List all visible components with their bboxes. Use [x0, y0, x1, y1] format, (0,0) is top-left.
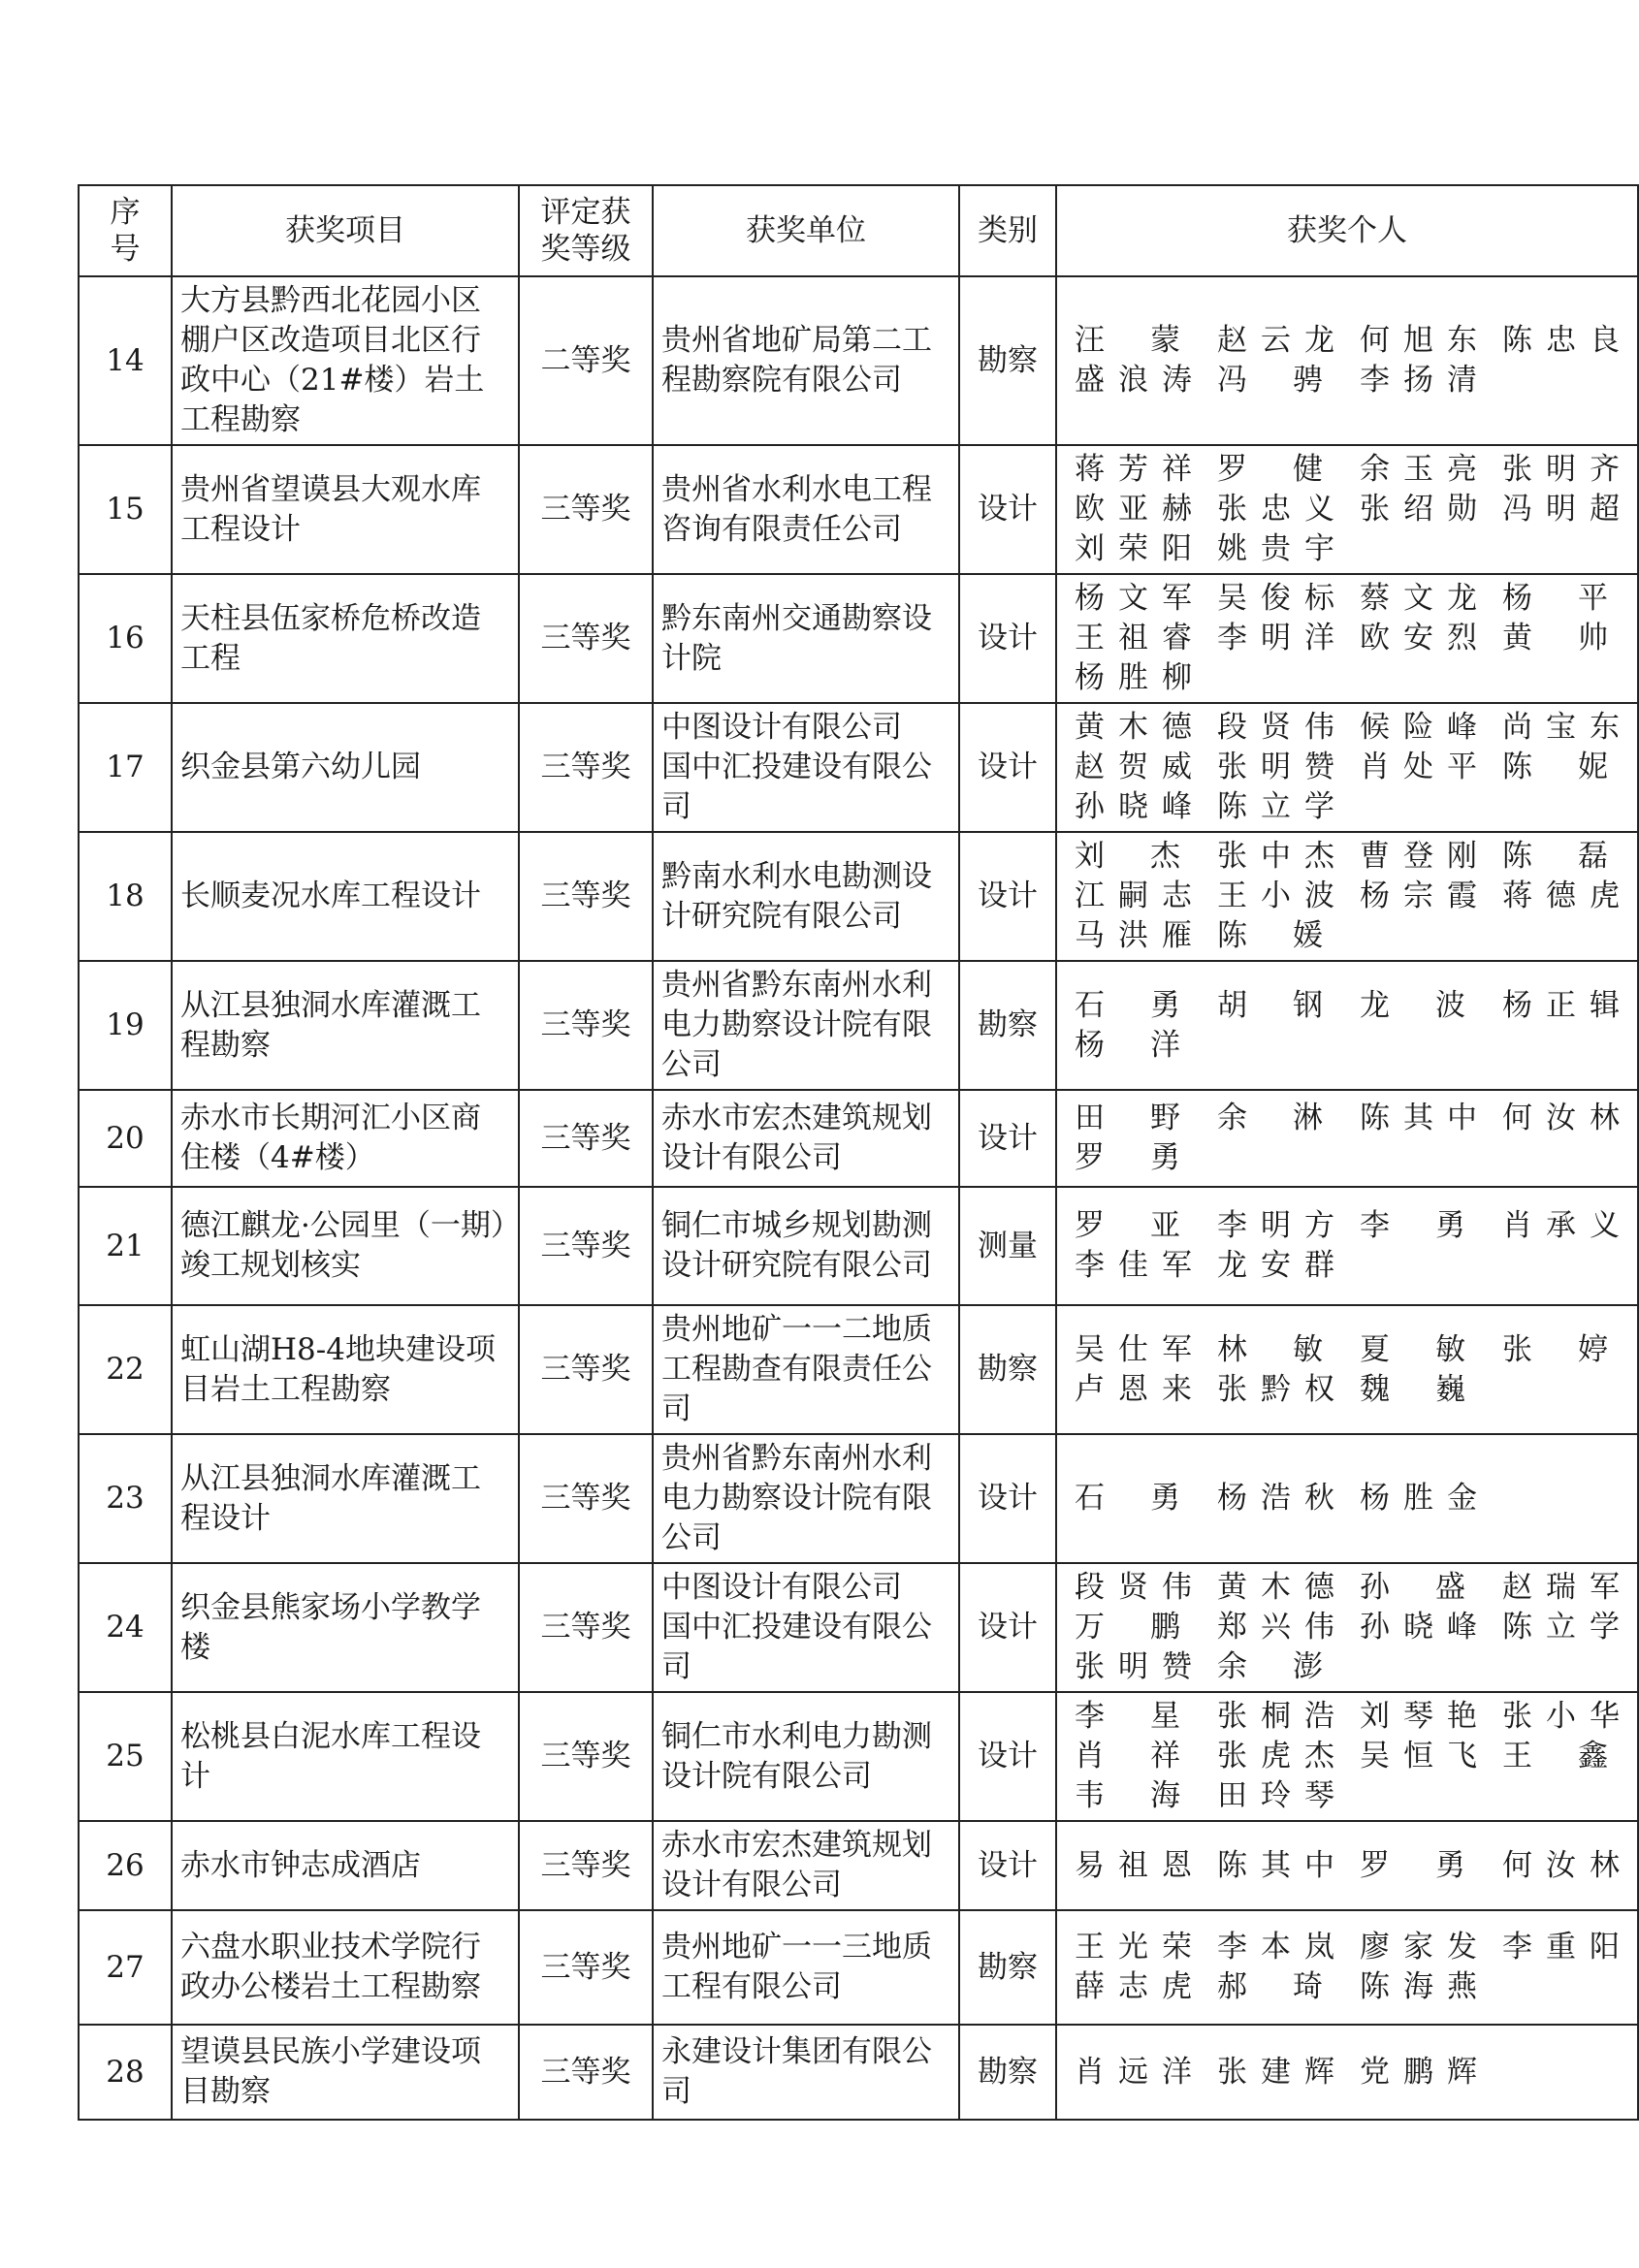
table-row: [79, 1090, 1638, 1187]
person-name: 吴恒飞: [1360, 1739, 1477, 1773]
person-name: 蒋芳祥: [1075, 452, 1192, 487]
cell-project: 长顺麦况水库工程设计: [172, 832, 519, 961]
people-list: [1065, 1846, 1629, 1886]
cell-seq: 18: [79, 832, 172, 961]
person-name: 余淋: [1217, 1101, 1323, 1135]
cell-seq: 16: [79, 574, 172, 703]
person-name: 肖处平: [1360, 750, 1477, 784]
person-name: 黄木德: [1075, 710, 1192, 745]
cell-level: 三等奖: [519, 703, 653, 832]
person-name: 吴俊标: [1217, 581, 1334, 616]
person-name: 汪蒙: [1075, 323, 1180, 358]
header-people: 获奖个人: [1056, 185, 1638, 276]
cell-level: 三等奖: [519, 445, 653, 574]
cell-category: 测量: [959, 1187, 1056, 1305]
person-name: 张忠义: [1217, 492, 1334, 527]
cell-seq: 27: [79, 1910, 172, 2025]
person-name: 韦海: [1075, 1778, 1180, 1813]
cell-category: 勘察: [959, 1305, 1056, 1434]
cell-project: 德江麒龙·公园里（一期）竣工规划核实: [172, 1187, 519, 1305]
person-name: 卢恩来: [1075, 1371, 1192, 1407]
person-name: 马洪雁: [1075, 918, 1192, 953]
cell-project: 大方县黔西北花园小区棚户区改造项目北区行政中心（21#楼）岩土工程勘察: [172, 276, 519, 445]
person-name: 林敏: [1217, 1331, 1323, 1367]
cell-unit: [653, 574, 959, 703]
person-name: 余澎: [1217, 1649, 1323, 1684]
people-list: [1065, 1099, 1629, 1178]
cell-people: [1056, 1434, 1638, 1563]
cell-project: 从江县独洞水库灌溉工程勘察: [172, 961, 519, 1090]
cell-unit-line: 铜仁市水利电力勘测设计院有限公司: [661, 1718, 932, 1794]
cell-people: [1056, 1692, 1638, 1821]
person-name: 陈妮: [1502, 750, 1608, 784]
cell-seq: 24: [79, 1563, 172, 1692]
table-row: [79, 2025, 1638, 2120]
cell-seq: 17: [79, 703, 172, 832]
cell-unit: [653, 1305, 959, 1434]
cell-seq: 20: [79, 1090, 172, 1187]
cell-people: [1056, 1910, 1638, 2025]
cell-unit-line: 永建设计集团有限公司: [661, 2034, 932, 2109]
cell-seq: 21: [79, 1187, 172, 1305]
cell-unit: [653, 1692, 959, 1821]
person-name: 张小华: [1502, 1699, 1620, 1734]
cell-project: 从江县独洞水库灌溉工程设计: [172, 1434, 519, 1563]
cell-level: 三等奖: [519, 832, 653, 961]
person-name: 廖家发: [1360, 1930, 1477, 1965]
person-name: 冯明超: [1502, 492, 1620, 527]
person-name: 候险峰: [1360, 710, 1477, 745]
cell-project: 织金县第六幼儿园: [172, 703, 519, 832]
cell-category: 设计: [959, 1434, 1056, 1563]
cell-unit: [653, 1821, 959, 1910]
person-name: 刘杰: [1075, 839, 1180, 874]
cell-seq: 14: [79, 276, 172, 445]
table-body: [79, 276, 1638, 2120]
person-name: 夏敏: [1360, 1331, 1465, 1367]
table-row: [79, 1821, 1638, 1910]
person-name: 盛浪涛: [1075, 363, 1192, 398]
cell-level: 三等奖: [519, 1563, 653, 1692]
cell-project: 天柱县伍家桥危桥改造工程: [172, 574, 519, 703]
cell-people: [1056, 703, 1638, 832]
cell-people: [1056, 2025, 1638, 2120]
header-seq: [79, 185, 172, 276]
person-name: 罗勇: [1075, 1140, 1180, 1175]
person-name: 欧安烈: [1360, 621, 1477, 655]
person-name: 张明赞: [1217, 750, 1334, 784]
person-name: 李扬清: [1360, 363, 1477, 398]
cell-unit: [653, 2025, 959, 2120]
header-level-line: 奖等级: [540, 232, 631, 267]
person-name: 张婷: [1502, 1331, 1608, 1367]
person-name: 杨胜金: [1360, 1481, 1477, 1516]
person-name: 姚贵宇: [1217, 531, 1334, 566]
person-name: 万鹏: [1075, 1610, 1180, 1645]
cell-level: 三等奖: [519, 574, 653, 703]
cell-people: [1056, 1305, 1638, 1434]
cell-unit: [653, 1434, 959, 1563]
person-name: 冯骋: [1217, 363, 1323, 398]
person-name: 田野: [1075, 1101, 1180, 1135]
person-name: 李星: [1075, 1699, 1180, 1734]
person-name: 党鹏辉: [1360, 2054, 1477, 2090]
cell-unit: [653, 1910, 959, 2025]
header-category: 类别: [959, 185, 1056, 276]
person-name: 王小波: [1217, 878, 1334, 913]
cell-people: [1056, 1821, 1638, 1910]
person-name: 张桐浩: [1217, 1699, 1334, 1734]
person-name: 吴仕军: [1075, 1331, 1192, 1367]
person-name: 欧亚赫: [1075, 492, 1192, 527]
person-name: 肖远洋: [1075, 2054, 1192, 2090]
cell-people: [1056, 1563, 1638, 1692]
person-name: 罗健: [1217, 452, 1323, 487]
cell-category: 设计: [959, 1563, 1056, 1692]
person-name: 段贤伟: [1075, 1570, 1192, 1605]
table-row: [79, 574, 1638, 703]
table-header-row: [79, 185, 1638, 276]
person-name: 孙晓峰: [1075, 789, 1192, 824]
cell-category: 设计: [959, 1821, 1056, 1910]
table-row: [79, 703, 1638, 832]
cell-unit: [653, 445, 959, 574]
cell-people: [1056, 445, 1638, 574]
person-name: 杨胜柳: [1075, 660, 1192, 695]
people-list: [1065, 1568, 1629, 1687]
cell-category: 勘察: [959, 961, 1056, 1090]
cell-unit-line: 贵州省水利水电工程咨询有限责任公司: [661, 471, 932, 547]
cell-unit-line: 铜仁市城乡规划勘测设计研究院有限公司: [661, 1208, 932, 1283]
person-name: 肖承义: [1502, 1208, 1620, 1243]
cell-unit-line: 黔东南州交通勘察设计院: [661, 600, 932, 676]
person-name: 薛志虎: [1075, 1969, 1192, 2004]
person-name: 田玲琴: [1217, 1778, 1334, 1813]
cell-category: 勘察: [959, 2025, 1056, 2120]
person-name: 杨宗霞: [1360, 878, 1477, 913]
person-name: 段贤伟: [1217, 710, 1334, 745]
person-name: 李明洋: [1217, 621, 1334, 655]
cell-seq: 19: [79, 961, 172, 1090]
cell-unit-line: 赤水市宏杰建筑规划设计有限公司: [661, 1101, 932, 1175]
cell-people: [1056, 961, 1638, 1090]
cell-unit-line: 贵州地矿一一三地质工程有限公司: [661, 1930, 932, 2004]
table-row: [79, 1563, 1638, 1692]
person-name: 张中杰: [1217, 839, 1334, 874]
person-name: 尚宝东: [1502, 710, 1620, 745]
person-name: 张虎杰: [1217, 1739, 1334, 1773]
person-name: 龙安群: [1217, 1248, 1334, 1283]
cell-unit: [653, 832, 959, 961]
table-row: [79, 961, 1638, 1090]
person-name: 陈磊: [1502, 839, 1608, 874]
person-name: 王光荣: [1075, 1930, 1192, 1965]
person-name: 黄木德: [1217, 1570, 1334, 1605]
people-list: [1065, 708, 1629, 827]
cell-unit-line: 贵州地矿一一二地质工程勘查有限责任公司: [661, 1312, 932, 1426]
cell-project: 虹山湖H8-4地块建设项目岩土工程勘察: [172, 1305, 519, 1434]
people-list: [1065, 1206, 1629, 1286]
table-row: [79, 276, 1638, 445]
person-name: 陈忠良: [1502, 323, 1620, 358]
person-name: 张明赞: [1075, 1649, 1192, 1684]
header-level: [519, 185, 653, 276]
table-row: [79, 445, 1638, 574]
people-list: [1065, 321, 1629, 400]
person-name: 易祖恩: [1075, 1847, 1192, 1883]
person-name: 龙波: [1360, 987, 1465, 1023]
person-name: 王祖睿: [1075, 621, 1192, 655]
person-name: 余玉亮: [1360, 452, 1477, 487]
person-name: 何旭东: [1360, 323, 1477, 358]
person-name: 张绍勋: [1360, 492, 1477, 527]
cell-people: [1056, 832, 1638, 961]
cell-category: 勘察: [959, 1910, 1056, 2025]
person-name: 何汝林: [1502, 1101, 1620, 1135]
people-list: [1065, 1697, 1629, 1816]
cell-level: 三等奖: [519, 1187, 653, 1305]
cell-unit: [653, 703, 959, 832]
person-name: 王鑫: [1502, 1739, 1608, 1773]
cell-level: 三等奖: [519, 1090, 653, 1187]
cell-category: 勘察: [959, 276, 1056, 445]
table-row: [79, 1910, 1638, 2025]
cell-project: 松桃县白泥水库工程设计: [172, 1692, 519, 1821]
person-name: 张明齐: [1502, 452, 1620, 487]
table-row: [79, 1434, 1638, 1563]
person-name: 曹登刚: [1360, 839, 1477, 874]
cell-unit-line: 贵州省地矿局第二工程勘察院有限公司: [661, 323, 932, 398]
header-level-line: 评定获: [540, 195, 631, 230]
person-name: 李重阳: [1502, 1930, 1620, 1965]
people-list: [1065, 1928, 1629, 2007]
cell-project: 贵州省望谟县大观水库工程设计: [172, 445, 519, 574]
person-name: 肖祥: [1075, 1739, 1180, 1773]
person-name: 李明方: [1217, 1208, 1334, 1243]
person-name: 李本岚: [1217, 1930, 1334, 1965]
people-list: [1065, 837, 1629, 956]
cell-unit-line: 中图设计有限公司: [661, 710, 902, 745]
person-name: 杨文军: [1075, 581, 1192, 616]
cell-project: 赤水市长期河汇小区商住楼（4#楼）: [172, 1090, 519, 1187]
cell-level: 三等奖: [519, 1692, 653, 1821]
cell-people: [1056, 574, 1638, 703]
cell-category: 设计: [959, 832, 1056, 961]
people-list: [1065, 579, 1629, 698]
person-name: 郑兴伟: [1217, 1610, 1334, 1645]
person-name: 江嗣志: [1075, 878, 1192, 913]
person-name: 石勇: [1075, 987, 1180, 1023]
awards-table: [78, 184, 1639, 2121]
person-name: 陈媛: [1217, 918, 1323, 953]
table-row: [79, 832, 1638, 961]
people-list: [1065, 1330, 1629, 1410]
cell-seq: 23: [79, 1434, 172, 1563]
person-name: 杨浩秋: [1217, 1481, 1334, 1516]
person-name: 赵瑞军: [1502, 1570, 1620, 1605]
cell-unit-line: 国中汇投建设有限公司: [661, 1610, 932, 1684]
people-list: [1065, 986, 1629, 1066]
person-name: 杨洋: [1075, 1027, 1180, 1063]
cell-level: 二等奖: [519, 276, 653, 445]
person-name: 孙晓峰: [1360, 1610, 1477, 1645]
table-row: [79, 1305, 1638, 1434]
person-name: 赵贺威: [1075, 750, 1192, 784]
cell-category: 设计: [959, 445, 1056, 574]
cell-level: 三等奖: [519, 961, 653, 1090]
cell-level: 三等奖: [519, 1910, 653, 2025]
cell-level: 三等奖: [519, 2025, 653, 2120]
person-name: 何汝林: [1502, 1847, 1620, 1883]
table-row: [79, 1692, 1638, 1821]
cell-project: 望谟县民族小学建设项目勘察: [172, 2025, 519, 2120]
header-seq-line: 号: [110, 232, 141, 267]
cell-unit-line: 中图设计有限公司: [661, 1570, 902, 1605]
person-name: 陈海燕: [1360, 1969, 1477, 2004]
person-name: 陈其中: [1217, 1847, 1334, 1883]
person-name: 孙盛: [1360, 1570, 1465, 1605]
cell-category: 设计: [959, 703, 1056, 832]
person-name: 郝琦: [1217, 1969, 1323, 2004]
person-name: 李勇: [1360, 1208, 1465, 1243]
person-name: 蒋德虎: [1502, 878, 1620, 913]
person-name: 陈立学: [1217, 789, 1334, 824]
cell-unit-line: 国中汇投建设有限公司: [661, 750, 932, 824]
header-seq-line: 序: [110, 195, 141, 230]
cell-people: [1056, 1090, 1638, 1187]
person-name: 赵云龙: [1217, 323, 1334, 358]
cell-unit-line: 黔南水利水电勘测设计研究院有限公司: [661, 858, 932, 934]
cell-project: 六盘水职业技术学院行政办公楼岩土工程勘察: [172, 1910, 519, 2025]
cell-level: 三等奖: [519, 1305, 653, 1434]
person-name: 陈立学: [1502, 1610, 1620, 1645]
cell-people: [1056, 276, 1638, 445]
cell-unit: [653, 276, 959, 445]
person-name: 罗勇: [1360, 1847, 1465, 1883]
cell-project: 赤水市钟志成酒店: [172, 1821, 519, 1910]
person-name: 李佳军: [1075, 1248, 1192, 1283]
cell-seq: 15: [79, 445, 172, 574]
cell-seq: 28: [79, 2025, 172, 2120]
cell-people: [1056, 1187, 1638, 1305]
person-name: 刘荣阳: [1075, 531, 1192, 566]
person-name: 石勇: [1075, 1481, 1180, 1516]
person-name: 黄帅: [1502, 621, 1608, 655]
person-name: 罗亚: [1075, 1208, 1180, 1243]
cell-unit: [653, 1563, 959, 1692]
person-name: 蔡文龙: [1360, 581, 1477, 616]
person-name: 刘琴艳: [1360, 1699, 1477, 1734]
cell-unit: [653, 961, 959, 1090]
cell-unit-line: 贵州省黔东南州水利电力勘察设计院有限公司: [661, 1441, 932, 1555]
cell-unit-line: 赤水市宏杰建筑规划设计有限公司: [661, 1828, 932, 1902]
table-row: [79, 1187, 1638, 1305]
cell-unit: [653, 1090, 959, 1187]
cell-category: 设计: [959, 1692, 1056, 1821]
cell-seq: 25: [79, 1692, 172, 1821]
cell-seq: 22: [79, 1305, 172, 1434]
person-name: 陈其中: [1360, 1101, 1477, 1135]
cell-unit: [653, 1187, 959, 1305]
cell-project: 织金县熊家场小学教学楼: [172, 1563, 519, 1692]
cell-level: 三等奖: [519, 1821, 653, 1910]
people-list: [1065, 450, 1629, 569]
person-name: 张黔权: [1217, 1371, 1334, 1407]
person-name: 胡钢: [1217, 987, 1323, 1023]
header-project: 获奖项目: [172, 185, 519, 276]
people-list: [1065, 1479, 1629, 1518]
person-name: 张建辉: [1217, 2054, 1334, 2090]
person-name: 杨平: [1502, 581, 1608, 616]
cell-seq: 26: [79, 1821, 172, 1910]
person-name: 魏巍: [1360, 1371, 1465, 1407]
cell-category: 设计: [959, 1090, 1056, 1187]
header-unit: 获奖单位: [653, 185, 959, 276]
cell-category: 设计: [959, 574, 1056, 703]
person-name: 杨正辑: [1502, 987, 1620, 1023]
people-list: [1065, 2053, 1629, 2092]
cell-level: 三等奖: [519, 1434, 653, 1563]
cell-unit-line: 贵州省黔东南州水利电力勘察设计院有限公司: [661, 968, 932, 1082]
